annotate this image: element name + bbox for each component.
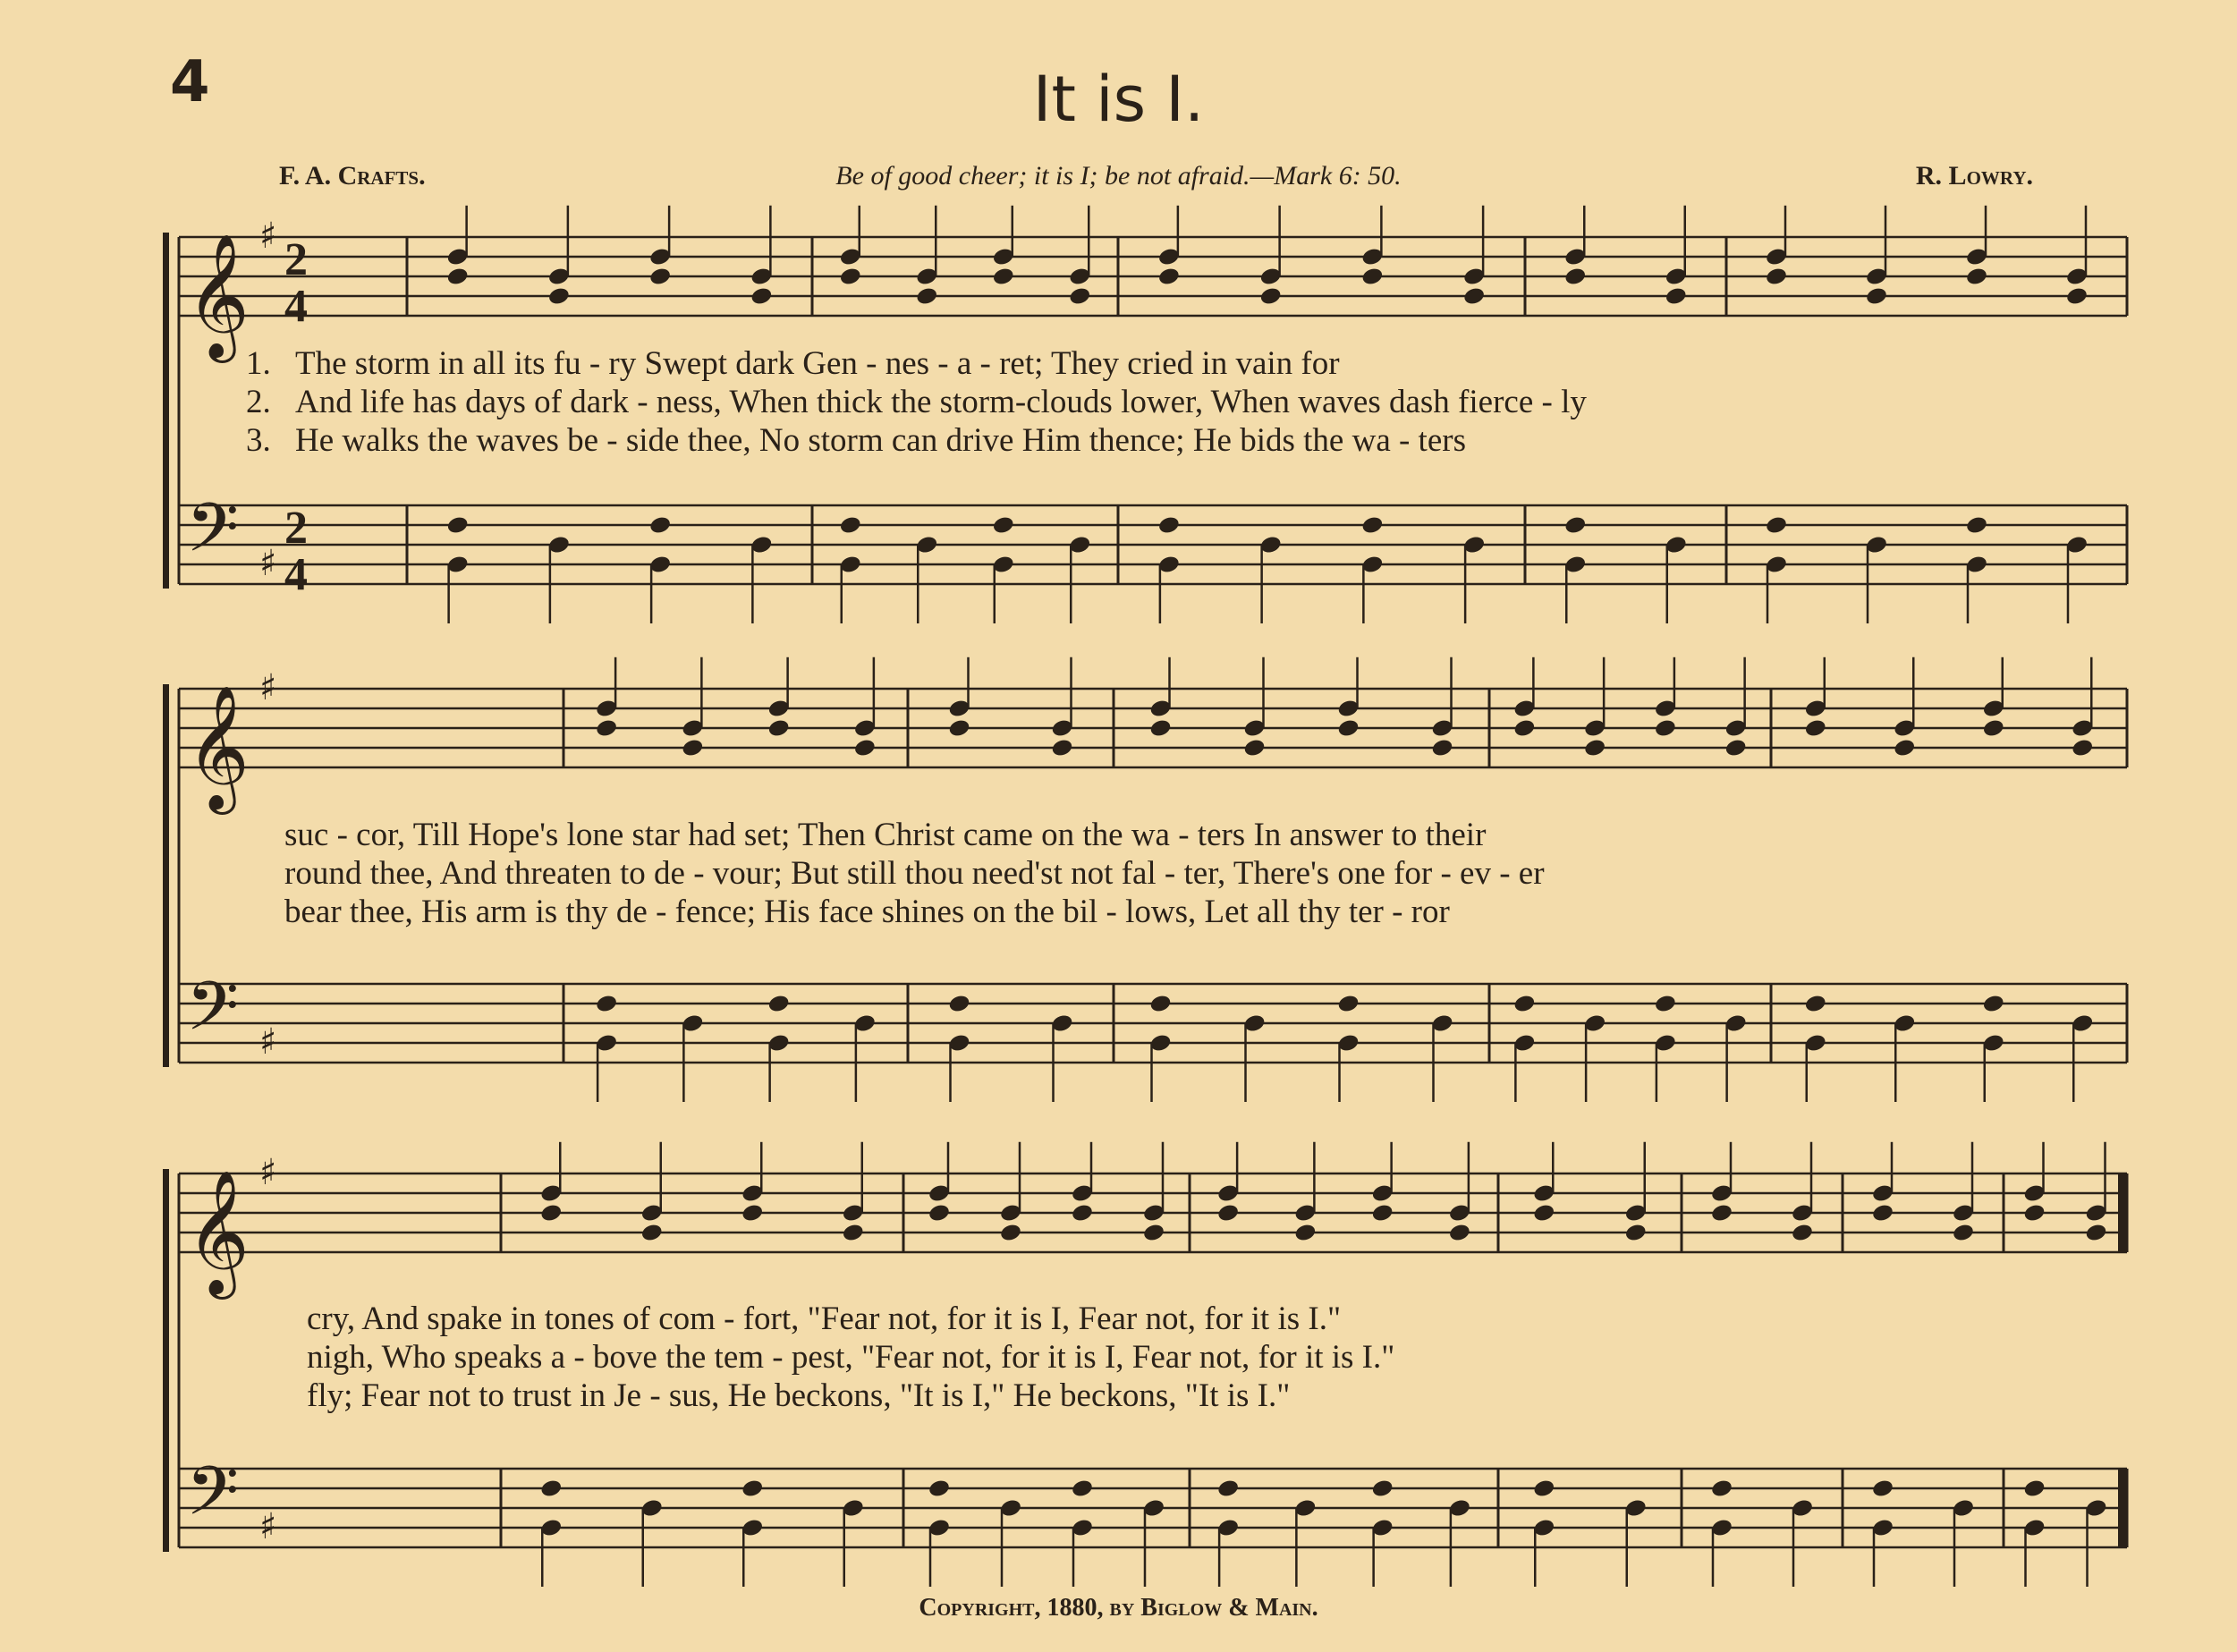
note-head	[1532, 1203, 1555, 1224]
note-head	[928, 1203, 951, 1224]
note-head	[767, 994, 791, 1014]
note-head	[839, 515, 862, 536]
note-head	[1216, 1478, 1240, 1499]
note-head	[1804, 994, 1827, 1014]
scripture-epigraph: Be of good cheer; it is I; be not afraid.—Mark 6: 50.	[835, 161, 1402, 191]
note-head	[853, 738, 877, 758]
note-head	[1148, 718, 1172, 739]
note-head	[1765, 267, 1788, 287]
copyright-notice: Copyright, 1880, by Biglow & Main.	[919, 1594, 1318, 1622]
lyric-text: And life has days of dark - ness, When thick the storm-clouds lower, When waves dash fierce - ly	[295, 384, 1587, 420]
verse-number: 1.	[246, 345, 271, 382]
note-head	[547, 286, 571, 307]
lyric-line	[307, 1338, 2167, 1377]
note-head	[1865, 286, 1888, 307]
note-head	[1336, 994, 1360, 1014]
bass-clef: 𝄢	[186, 1452, 240, 1547]
note-head	[640, 1223, 664, 1243]
composer-credit: R. Lowry.	[1915, 161, 2033, 191]
final-barline	[2118, 1469, 2126, 1547]
lyric-line	[307, 1377, 2167, 1415]
note-head	[1462, 286, 1486, 307]
lyric-text: He walks the waves be - side thee, No storm can drive Him thence; He bids the wa - ters	[295, 422, 1466, 459]
note-head	[1965, 267, 1988, 287]
key-signature-sharp: ♯	[259, 667, 277, 708]
note-head	[999, 1223, 1022, 1243]
note-head	[1157, 515, 1181, 536]
treble-clef: 𝄞	[186, 1170, 250, 1294]
note-head	[2084, 1223, 2107, 1243]
note-head	[2071, 738, 2094, 758]
note-head	[767, 718, 791, 739]
note-head	[992, 515, 1015, 536]
lyrics-system-2	[284, 816, 2145, 931]
time-signature-top: 2	[284, 503, 308, 554]
time-signature-top: 2	[284, 234, 308, 285]
note-head	[1242, 738, 1266, 758]
note-head	[1371, 1478, 1394, 1499]
note-head	[1430, 738, 1453, 758]
note-head	[1804, 718, 1827, 739]
note-head	[1965, 515, 1988, 536]
note-head	[1724, 738, 1748, 758]
lyric-line	[246, 344, 2106, 383]
lyric-text: suc - cor, Till Hope's lone star had set; Then Christ came on the wa - ters In answer to their	[284, 817, 1487, 853]
note-head	[741, 1203, 764, 1224]
lyric-line	[246, 383, 2106, 421]
note-head	[648, 515, 672, 536]
note-head	[1371, 1203, 1394, 1224]
note-head	[1624, 1223, 1648, 1243]
note-head	[1336, 718, 1360, 739]
note-head	[839, 267, 862, 287]
key-signature-sharp: ♯	[259, 1152, 277, 1193]
note-head	[2022, 1203, 2046, 1224]
key-signature-sharp: ♯	[259, 216, 277, 257]
verse-number: 2.	[246, 384, 271, 420]
note-head	[2022, 1478, 2046, 1499]
note-head	[741, 1478, 764, 1499]
lyric-text: bear thee, His arm is thy de - fence; His face shines on the bil - lows, Let all thy ter - ror	[284, 894, 1450, 930]
note-head	[681, 738, 704, 758]
bass-clef: 𝄢	[186, 967, 240, 1063]
note-head	[595, 994, 618, 1014]
note-head	[1513, 994, 1536, 1014]
note-head	[1982, 994, 2005, 1014]
note-head	[1665, 286, 1688, 307]
note-head	[1157, 267, 1181, 287]
note-head	[1148, 994, 1172, 1014]
lyric-text: cry, And spake in tones of com - fort, "Fear not, for it is I, Fear not, for it is I."	[307, 1300, 1342, 1337]
note-head	[2065, 286, 2089, 307]
note-head	[1893, 738, 1916, 758]
note-head	[1050, 738, 1073, 758]
system-bracket	[163, 684, 169, 1067]
note-head	[648, 267, 672, 287]
lyric-text: fly; Fear not to trust in Je - sus, He beckons, "It is I," He beckons, "It is I."	[307, 1377, 1291, 1414]
key-signature-sharp: ♯	[259, 1506, 277, 1547]
note-head	[1765, 515, 1788, 536]
time-signature-bottom: 4	[284, 281, 308, 332]
note-head	[1216, 1203, 1240, 1224]
lyric-line	[284, 816, 2145, 854]
note-head	[1583, 738, 1606, 758]
note-head	[1952, 1223, 1975, 1243]
key-signature-sharp: ♯	[259, 543, 277, 584]
note-head	[1360, 515, 1384, 536]
page-number: 4	[170, 49, 210, 115]
note-head	[539, 1478, 563, 1499]
note-head	[1710, 1203, 1733, 1224]
lyric-text: round thee, And threaten to de - vour; But still thou need'st not fal - ter, There's one for - ev - er	[284, 855, 1545, 892]
key-signature-sharp: ♯	[259, 1021, 277, 1063]
lyric-text: The storm in all its fu - ry Swept dark Gen - nes - a - ret; They cried in vain for	[295, 345, 1340, 382]
note-head	[1654, 994, 1677, 1014]
note-head	[1071, 1203, 1094, 1224]
note-head	[1654, 718, 1677, 739]
note-head	[1532, 1478, 1555, 1499]
bass-clef: 𝄢	[186, 488, 240, 584]
lyric-line	[284, 854, 2145, 893]
lyric-line	[307, 1300, 2167, 1338]
note-head	[1871, 1203, 1894, 1224]
note-head	[1710, 1478, 1733, 1499]
note-head	[1071, 1478, 1094, 1499]
note-head	[1259, 286, 1283, 307]
lyric-line	[246, 421, 2106, 460]
verse-number: 3.	[246, 422, 271, 459]
treble-clef: 𝄞	[186, 233, 250, 358]
note-head	[1982, 718, 2005, 739]
note-head	[446, 515, 470, 536]
note-head	[992, 267, 1015, 287]
hymn-title: It is I.	[1032, 63, 1205, 136]
note-head	[446, 267, 470, 287]
lyric-text: nigh, Who speaks a - bove the tem - pest, "Fear not, for it is I, Fear not, for it is I."	[307, 1339, 1395, 1376]
note-head	[947, 994, 970, 1014]
note-head	[1563, 515, 1587, 536]
final-barline	[2118, 1173, 2126, 1252]
note-head	[1513, 718, 1536, 739]
system-bracket	[163, 1169, 169, 1552]
note-head	[1142, 1223, 1165, 1243]
treble-clef: 𝄞	[186, 685, 250, 809]
note-head	[595, 718, 618, 739]
note-head	[1448, 1223, 1471, 1243]
note-head	[928, 1478, 951, 1499]
lyrics-system-3	[307, 1300, 2167, 1415]
note-head	[842, 1223, 865, 1243]
time-signature-bottom: 4	[284, 549, 308, 600]
note-head	[1293, 1223, 1317, 1243]
note-head	[1068, 286, 1091, 307]
lyric-line	[284, 893, 2145, 931]
note-head	[1791, 1223, 1814, 1243]
note-head	[915, 286, 938, 307]
lyrics-system-1	[246, 344, 2106, 460]
note-head	[539, 1203, 563, 1224]
note-head	[1871, 1478, 1894, 1499]
note-head	[947, 718, 970, 739]
note-head	[1563, 267, 1587, 287]
system-bracket	[163, 233, 169, 589]
note-head	[1360, 267, 1384, 287]
note-head	[750, 286, 773, 307]
author-credit: F. A. Crafts.	[279, 161, 426, 191]
